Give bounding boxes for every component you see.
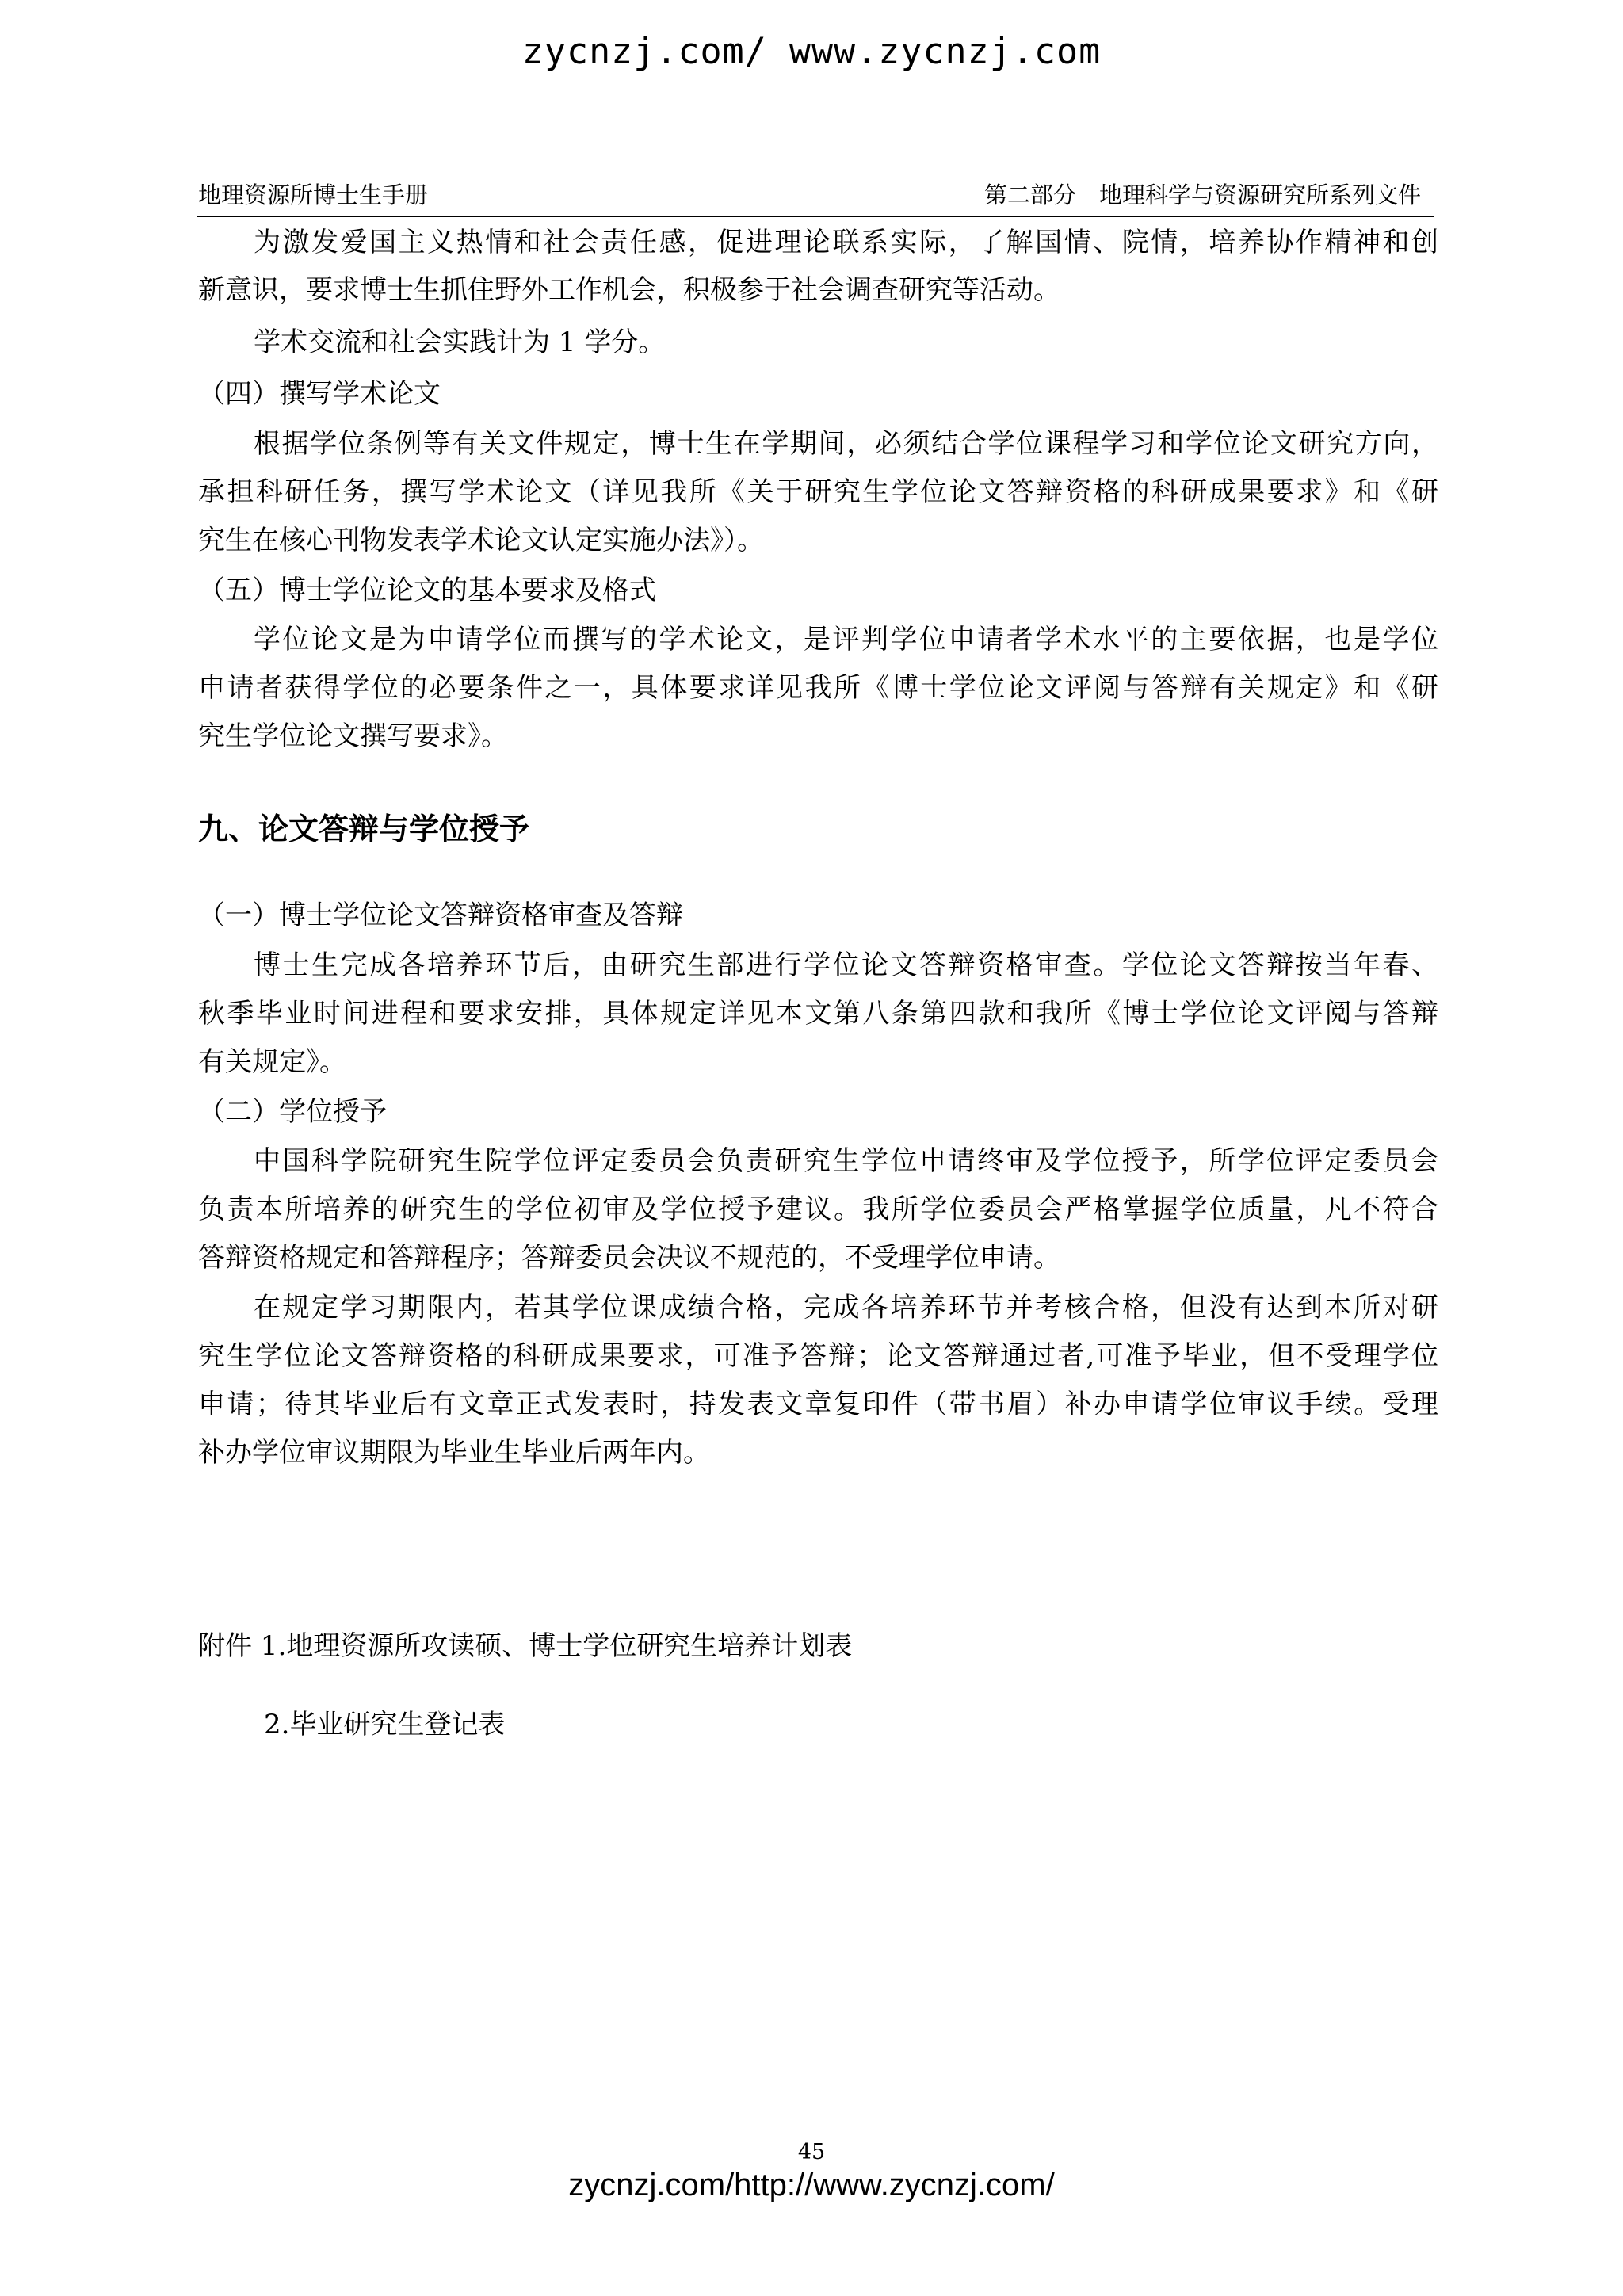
paragraph-line: 有关规定》。 (198, 1046, 346, 1078)
paragraph-line: 为激发爱国主义热情和社会责任感，促进理论联系实际，了解国情、院情，培养协作精神和创 (254, 227, 1438, 258)
watermark-top: zycnzj.com/ www.zycnzj.com (521, 30, 1102, 72)
paragraph-line: 根据学位条例等有关文件规定，博士生在学期间，必须结合学位课程学习和学位论文研究方向， (254, 428, 1438, 460)
subsection-heading: （四）撰写学术论文 (198, 378, 441, 410)
paragraph-line: 答辩资格规定和答辩程序；答辩委员会决议不规范的，不受理学位申请。 (198, 1242, 1060, 1274)
paragraph-line: 博士生完成各培养环节后，由研究生部进行学位论文答辩资格审查。学位论文答辩按当年春、 (254, 949, 1438, 981)
subsection-heading: （一）博士学位论文答辩资格审查及答辩 (198, 900, 683, 931)
paragraph-line: 补办学位审议期限为毕业生毕业后两年内。 (198, 1437, 710, 1469)
paragraph-line: 秋季毕业时间进程和要求安排，具体规定详见本文第八条第四款和我所《博士学位论文评阅与答辩 (198, 998, 1438, 1030)
paragraph-line: 申请；待其毕业后有文章正式发表时，持发表文章复印件（带书眉）补办申请学位审议手续。受理 (198, 1389, 1438, 1420)
paragraph-line: 承担科研任务，撰写学术论文（详见我所《关于研究生学位论文答辩资格的科研成果要求》和《研 (198, 476, 1438, 508)
attachment-item: 附件 1.地理资源所攻读硕、博士学位研究生培养计划表 (198, 1630, 853, 1662)
paragraph-line: 究生在核心刊物发表学术论文认定实施办法》）。 (198, 525, 764, 556)
attachment-item: 2.毕业研究生登记表 (264, 1709, 506, 1740)
paragraph-line: 新意识，要求博士生抓住野外工作机会，积极参于社会调查研究等活动。 (198, 274, 1060, 306)
paragraph-line: 学位论文是为申请学位而撰写的学术论文，是评判学位申请者学术水平的主要依据，也是学位 (254, 624, 1438, 655)
section-heading: 九、论文答辩与学位授予 (198, 812, 530, 846)
paragraph-line: 中国科学院研究生院学位评定委员会负责研究生学位申请终审及学位授予，所学位评定委员会 (254, 1145, 1438, 1177)
subsection-heading: （二）学位授予 (198, 1096, 387, 1128)
subsection-heading: （五）博士学位论文的基本要求及格式 (198, 575, 656, 606)
paragraph-line: 申请者获得学位的必要条件之一，具体要求详见我所《博士学位论文评阅与答辩有关规定》和《研 (198, 672, 1438, 704)
page-number: 45 (797, 2140, 826, 2164)
paragraph-line: 在规定学习期限内，若其学位课成绩合格，完成各培养环节并考核合格，但没有达到本所对研 (254, 1292, 1438, 1324)
paragraph-line: 负责本所培养的研究生的学位初审及学位授予建议。我所学位委员会严格掌握学位质量，凡不符合 (198, 1194, 1438, 1225)
paragraph-line: 学术交流和社会实践计为 1 学分。 (254, 327, 666, 358)
running-header-title: 地理资源所博士生手册 (198, 181, 429, 208)
running-header-section: 第二部分 地理科学与资源研究所系列文件 (983, 181, 1421, 208)
watermark-bottom: zycnzj.com/http://www.zycnzj.com/ (568, 2168, 1055, 2202)
paragraph-line: 究生学位论文撰写要求》。 (198, 720, 508, 752)
header-divider (197, 216, 1434, 217)
paragraph-line: 究生学位论文答辩资格的科研成果要求，可准予答辩；论文答辩通过者,可准予毕业，但不受理学位 (198, 1340, 1438, 1372)
